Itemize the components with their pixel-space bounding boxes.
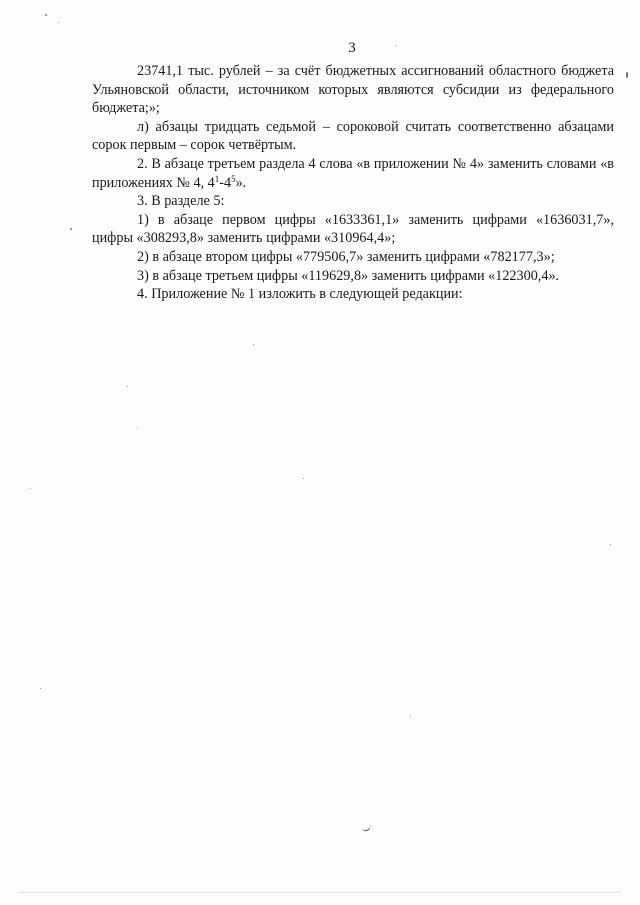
superscript-5: 5 [231, 173, 236, 184]
scan-speck [253, 344, 254, 345]
paragraph-section-5: 3. В разделе 5: [137, 193, 225, 210]
scan-speck [137, 428, 138, 429]
scan-speck [396, 45, 397, 46]
scan-speck [610, 544, 611, 545]
paragraph-item-3: 3) в абзаце третьем цифры «119629,8» заменить цифрами «122300,4». [137, 267, 560, 284]
scan-speck [410, 716, 411, 717]
paragraph-item-l: л) абзацы тридцать седьмой – сороковой считать соответственно абзацами сорок первым – сорок четвёртым. [92, 118, 614, 154]
paragraph-item-1: 1) в абзаце первом цифры «1633361,1» заменить цифрами «1636031,7», цифры «308293,8» заменить цифрами «310964,4»; [92, 211, 614, 247]
document-body [92, 62, 614, 304]
scan-speck [45, 14, 47, 16]
paragraph-section-4-mid: -4 [219, 174, 232, 191]
scan-edge-line [20, 892, 620, 893]
paragraph-section-4-end: ». [235, 174, 247, 191]
scan-speck [30, 488, 31, 489]
page-number: 3 [348, 40, 356, 56]
scan-speck [70, 228, 72, 230]
scan-speck [127, 386, 128, 387]
scan-speck [626, 72, 628, 78]
pen-mark [361, 825, 371, 833]
paragraph-item-2: 2) в абзаце втором цифры «779506,7» заменить цифрами «782177,3»; [137, 248, 555, 265]
paragraph-section-4-text: 2. В абзаце третьем раздела 4 слова «в приложении № 4» заменить словами «в приложениях № 4, 4 [92, 155, 614, 191]
paragraph-appendix: 4. Приложение № 1 изложить в следующей редакции: [137, 286, 463, 303]
superscript-1: 1 [214, 173, 220, 184]
paragraph-funding: 23741,1 тыс. рублей – за счёт бюджетных ассигнований областного бюджета Ульяновской области, источником которых являются субсидии из федерального бюджета;»; [92, 63, 614, 117]
paragraph-section-4 [92, 155, 614, 192]
scan-speck [303, 478, 304, 479]
scan-speck [40, 688, 41, 689]
scan-speck [58, 22, 59, 23]
